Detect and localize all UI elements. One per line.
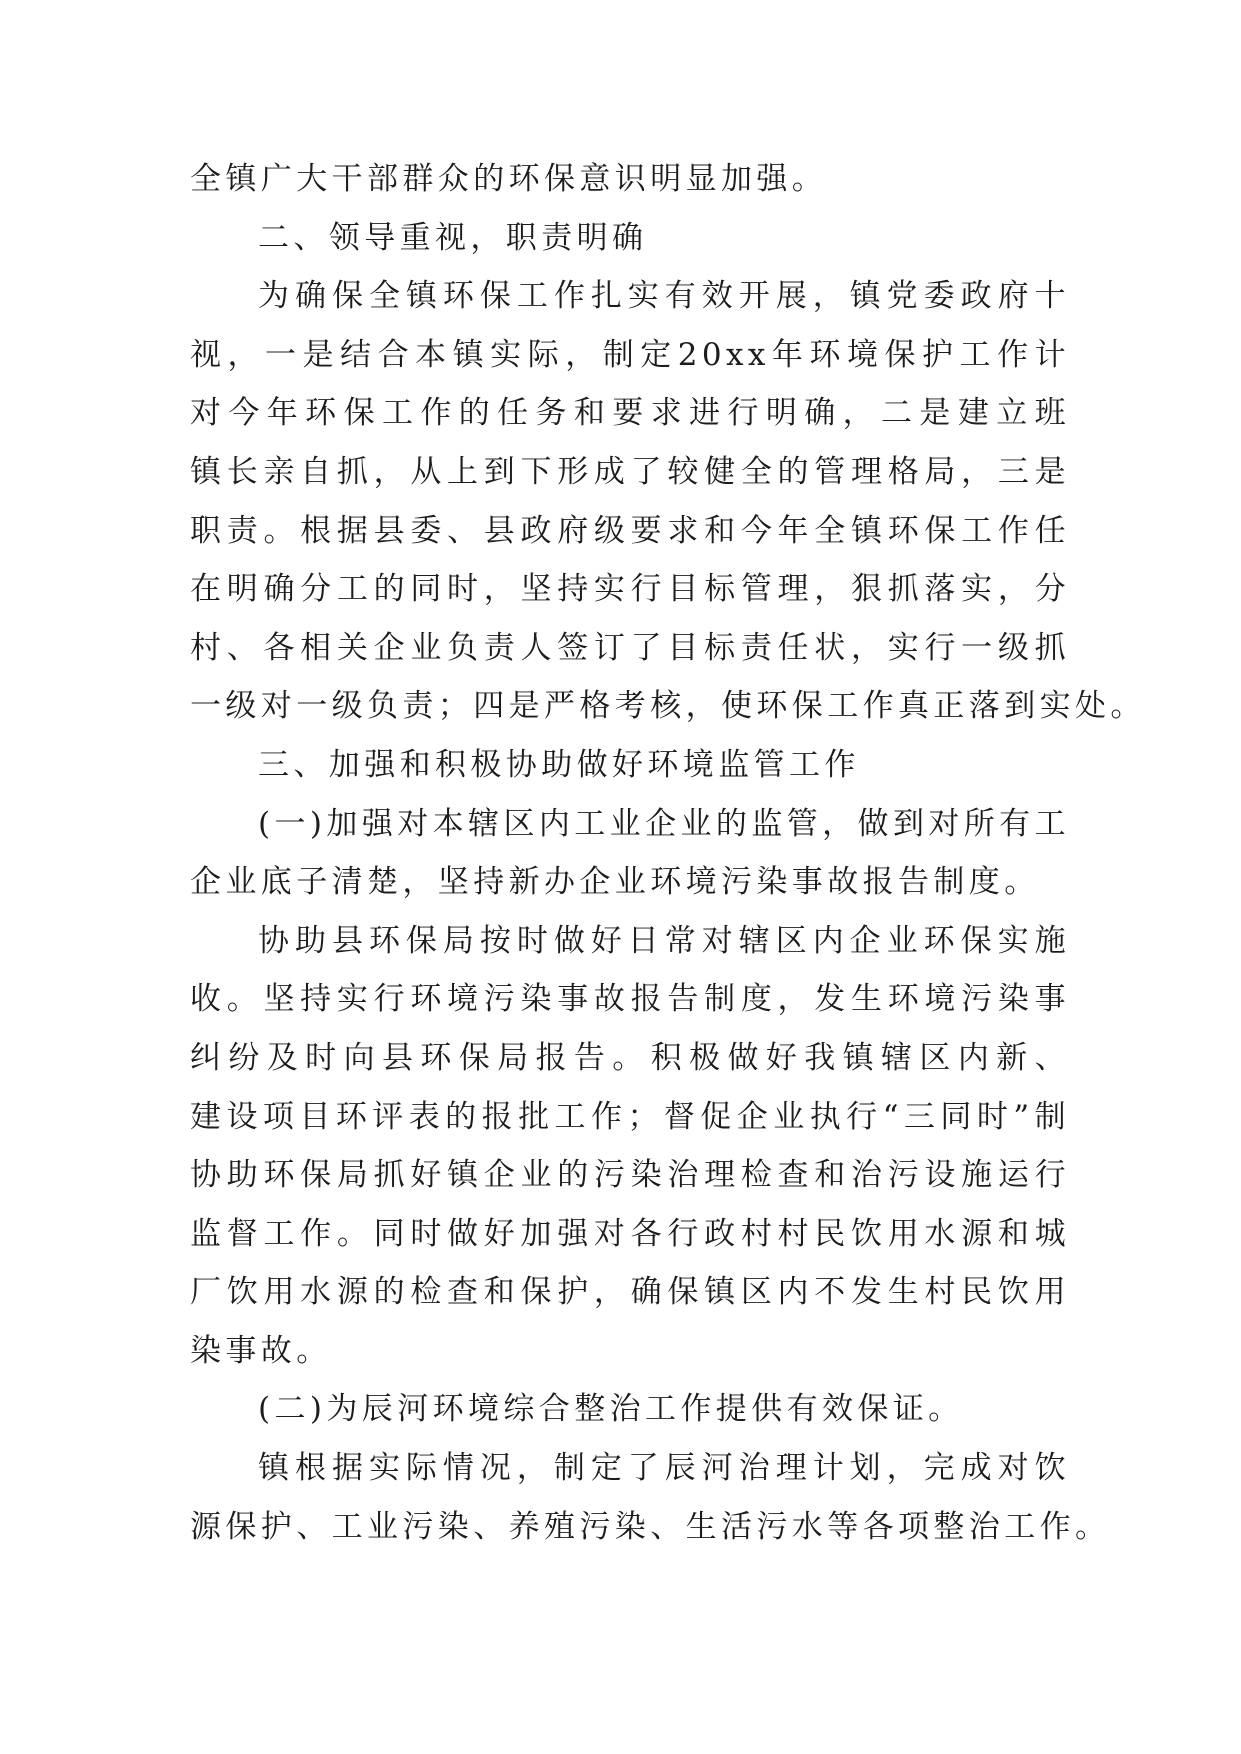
paragraph-line: 全镇广大干部群众的环保意识明显加强。: [190, 161, 828, 197]
paragraph-line: 一级对一级负责；四是严格考核，使环保工作真正落到实处。: [190, 688, 1146, 725]
paragraph-line: 为确保全镇环保工作扎实有效开展，镇党委政府十: [258, 278, 1070, 315]
paragraph-line: 协助环保局抓好镇企业的污染治理检查和治污设施运行: [190, 1157, 1070, 1194]
subsection-line: (二)为辰河环境综合整治工作提供有效保证。: [258, 1391, 964, 1428]
paragraph-line: 镇长亲自抓，从上到下形成了较健全的管理格局，三是: [190, 453, 1070, 490]
paragraph-line: 纠纷及时向县环保局报告。积极做好我镇辖区内新、: [190, 1039, 1070, 1076]
document-page: [190, 150, 1146, 1556]
section-heading-3: 三、加强和积极协助做好环境监管工作: [258, 746, 860, 783]
paragraph-line: 职责。根据县委、县政府级要求和今年全镇环保工作任: [190, 512, 1070, 549]
paragraph-line: 镇根据实际情况，制定了辰河治理计划，完成对饮: [258, 1450, 1070, 1487]
paragraph-line: 对今年环保工作的任务和要求进行明确，二是建立班: [190, 395, 1070, 432]
paragraph-line: 建设项目环评表的报批工作；督促企业执行“三同时”制: [190, 1098, 1070, 1135]
paragraph-line: 收。坚持实行环境污染事故报告制度，发生环境污染事: [190, 981, 1070, 1018]
paragraph-line: 染事故。: [190, 1332, 332, 1369]
paragraph-line: 视，一是结合本镇实际，制定20xx年环境保护工作计: [190, 336, 1070, 373]
subsection-line: (一)加强对本辖区内工业企业的监管，做到对所有工: [258, 805, 1070, 842]
paragraph-line: 监督工作。同时做好加强对各行政村村民饮用水源和城: [190, 1215, 1070, 1252]
paragraph-line: 厂饮用水源的检查和保护，确保镇区内不发生村民饮用: [190, 1274, 1070, 1311]
section-heading-2: 二、领导重视，职责明确: [258, 219, 648, 256]
paragraph-line: 村、各相关企业负责人签订了目标责任状，实行一级抓: [190, 629, 1070, 666]
paragraph-line: 企业底子清楚，坚持新办企业环境污染事故报告制度。: [190, 864, 1040, 901]
paragraph-line: 在明确分工的同时，坚持实行目标管理，狠抓落实，分: [190, 571, 1070, 608]
paragraph-line: 源保护、工业污染、养殖污染、生活污水等各项整治工作。: [190, 1508, 1111, 1545]
paragraph-line: 协助县环保局按时做好日常对辖区内企业环保实施: [258, 922, 1070, 959]
